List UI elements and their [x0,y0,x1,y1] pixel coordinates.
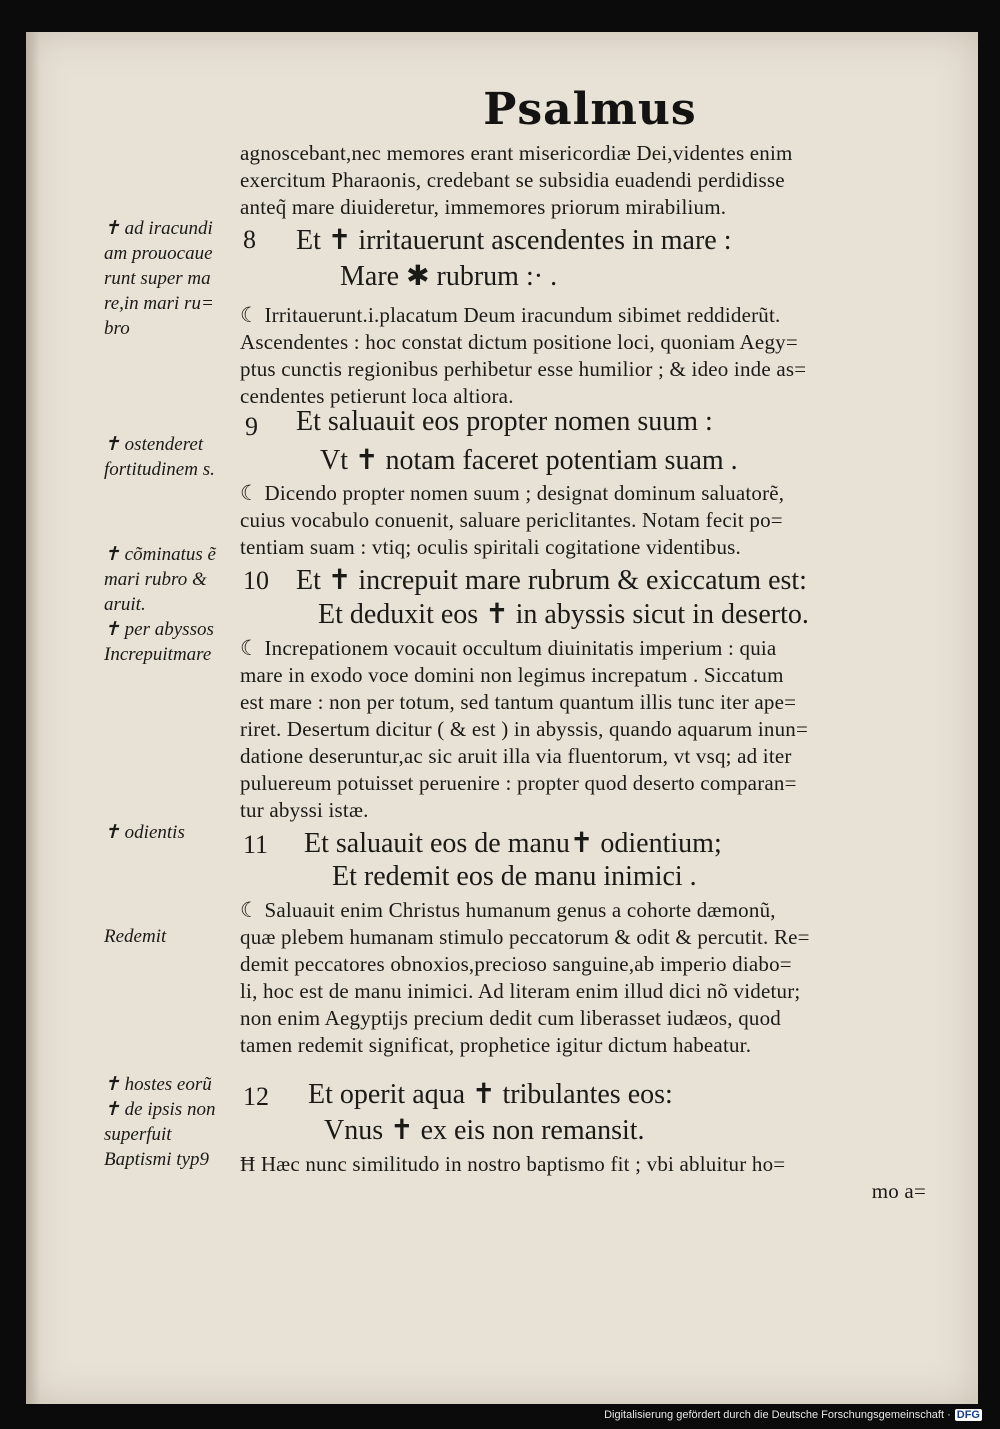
gloss-line: ✝ cõminatus ẽ [104,544,216,565]
verse-line: Vnus ✝ ex eis non remansit. [324,1115,645,1146]
margin-gloss [104,216,239,341]
digitization-credit [604,1409,982,1421]
verse-line: Et saluauit eos de manu✝ odientium; [304,828,722,859]
commentary-block [240,1151,930,1205]
verse-line: Mare ✱ rubrum :· . [340,261,558,292]
gloss-line: fortitudinem s. [104,459,215,480]
text-line: anteq̃ mare diuideretur, immemores priorum mirabilium. [240,195,727,219]
text-line: cendentes petierunt loca altiora. [240,384,514,408]
verse-line: Et deduxit eos ✝ in abyssis sicut in deserto. [318,599,809,630]
text-line: li, hoc est de manu inimici. Ad literam enim illud dici nõ videtur; [240,979,801,1003]
text-line: ☾ Saluauit enim Christus humanum genus a cohorte dæmonũ, [240,898,776,922]
commentary-block [240,635,930,824]
verse-line: Et operit aqua ✝ tribulantes eos: [308,1079,673,1110]
gloss-line: ✝ ad iracundi [104,218,213,239]
margin-gloss [104,542,239,667]
page-title: Psalmus [483,84,697,135]
text-line: cuius vocabulo conuenit, saluare periclitantes. Notam fecit po= [240,508,783,532]
verse-line: Vt ✝ notam faceret potentiam suam . [320,445,738,476]
page-gutter-shadow [26,32,40,1404]
text-line: ☾ Irritauerunt.i.placatum Deum iracundum sibimet reddiderũt. [240,303,781,327]
gloss-line: ✝ per abyssos [104,619,214,640]
text-line: Ħ Hæc nunc similitudo in nostro baptismo fit ; vbi abluitur ho= [240,1152,786,1176]
text-line: ☾ Increpationem vocauit occultum diuinitatis imperium : quia [240,636,777,660]
text-line: demit peccatores obnoxios,precioso sanguine,ab imperio diabo= [240,952,792,976]
gloss-line: mari rubro & [104,569,207,590]
text-line: puluereum potuisset peruenire : propter quod deserto comparan= [240,771,797,795]
commentary-block [240,897,930,1059]
text-line: ☾ Dicendo propter nomen suum ; designat dominum saluatorẽ, [240,481,785,505]
commentary-block [240,302,930,410]
text-line: exercitum Pharaonis, credebant se subsidia euadendi perdidisse [240,168,785,192]
text-line: datione deseruntur,ac sic aruit illa via fluentorum, vt vsq; ad iter [240,744,792,768]
verse-line: Et ✝ irritauerunt ascendentes in mare : [296,225,732,256]
text-line: est mare : non per totum, sed tantum quantum illis tunc iter ape= [240,690,797,714]
margin-gloss [104,924,239,949]
verse-number: 8 [243,225,256,254]
text-line: mare in exodo voce domini non legimus increpatum . Siccatum [240,663,784,687]
verse-number: 12 [243,1082,269,1111]
dfg-logo: DFG [956,1409,980,1421]
margin-gloss [104,1072,239,1172]
gloss-line: ✝ de ipsis non [104,1099,216,1120]
verse-number: 11 [243,830,269,859]
credit-text: Digitalisierung gefördert durch die Deutsche Forschungsgemeinschaft · [604,1409,951,1421]
text-line: tentiam suam : vtiq; oculis spiritali cogitatione videntibus. [240,535,741,559]
verse-line: Et redemit eos de manu inimici . [332,861,697,892]
intro-text [240,140,930,221]
margin-gloss [104,820,239,845]
verse-number: 10 [243,566,269,595]
gloss-line: aruit. [104,594,146,615]
text-line: Ascendentes : hoc constat dictum positione loci, quoniam Aegy= [240,330,798,354]
margin-gloss [104,432,239,482]
text-line: tur abyssi istæ. [240,798,369,822]
gloss-line: superfuit [104,1124,172,1145]
verse-number: 9 [245,412,258,441]
text-line: riret. Desertum dicitur ( & est ) in abyssis, quando aquarum inun= [240,717,809,741]
verse-line: Et saluauit eos propter nomen suum : [296,406,713,437]
text-line: tamen redemit significat, prophetice igitur dictum habeatur. [240,1033,752,1057]
gloss-line: ✝ ostenderet [104,434,204,455]
text-line: agnoscebant,nec memores erant misericordiæ Dei,videntes enim [240,141,793,165]
gloss-line: Increpuitmare [104,644,212,665]
verse-line: Et ✝ increpuit mare rubrum & exiccatum est: [296,565,807,596]
text-line: ptus cunctis regionibus perhibetur esse humilior ; & ideo inde as= [240,357,807,381]
gloss-line: am prouocaue [104,243,213,264]
gloss-line: runt super ma [104,268,211,289]
gloss-line: Redemit [104,926,167,947]
text-line: mo a= [871,1179,926,1203]
gloss-line: ✝ odientis [104,822,185,843]
gloss-line: re,in mari ru= [104,293,214,314]
gloss-line: ✝ hostes eorũ [104,1074,212,1095]
text-line: quæ plebem humanam stimulo peccatorum & odit & percutit. Re= [240,925,810,949]
text-line: non enim Aegyptijs precium dedit cum liberasset iudæos, quod [240,1006,782,1030]
gloss-line: Baptismi typ9 [104,1149,210,1170]
commentary-block [240,480,930,561]
gloss-line: bro [104,318,130,339]
